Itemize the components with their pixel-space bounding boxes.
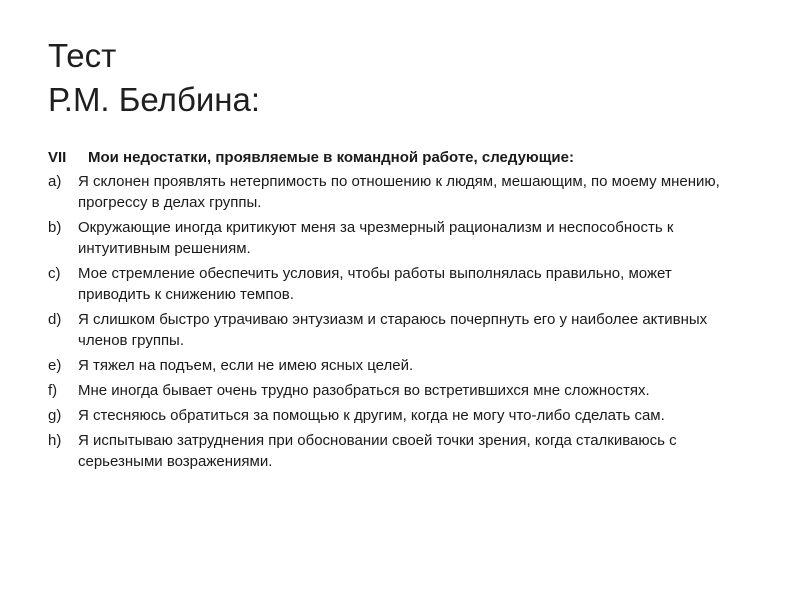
item-letter: b) [48,219,62,236]
section-number: VII [48,149,67,166]
item-letter: f) [48,382,58,399]
list-item [48,355,748,376]
item-text: Мое стремление обеспечить условия, чтобы работы выполнялась правильно, может приводить к снижению темпов. [78,265,672,303]
item-text: Мне иногда бывает очень трудно разобраться во встретившихся мне сложностях. [78,382,650,399]
title-line-1: Тест [48,37,117,74]
item-letter: d) [48,311,62,328]
section-heading: Мои недостатки, проявляемые в командной работе, следующие: [88,149,574,166]
item-text: Я склонен проявлять нетерпимость по отношению к людям, мешающим, по моему мнению, прогрессу в делах группы. [78,173,720,211]
item-text: Я испытываю затруднения при обосновании своей точки зрения, когда сталкиваюсь с серьезными возражениями. [78,432,677,470]
answer-list [48,171,748,472]
item-text: Я тяжел на подъем, если не имею ясных целей. [78,357,414,374]
list-item [48,309,748,351]
list-item [48,263,748,305]
list-item [48,380,748,401]
item-letter: c) [48,265,61,282]
section-header [48,148,748,168]
slide-title [48,34,260,122]
item-letter: a) [48,173,62,190]
list-item [48,430,748,472]
item-text: Я слишком быстро утрачиваю энтузиазм и стараюсь почерпнуть его у наиболее активных членов группы. [78,311,708,349]
list-item [48,171,748,213]
title-line-2: Р.М. Белбина: [48,81,261,118]
item-text: Окружающие иногда критикуют меня за чрезмерный рационализм и неспособность к интуитивным решениям. [78,219,674,257]
item-letter: g) [48,407,62,424]
item-letter: e) [48,357,62,374]
slide-content [48,148,748,476]
list-item [48,405,748,426]
item-letter: h) [48,432,62,449]
item-text: Я стесняюсь обратиться за помощью к другим, когда не могу что-либо сделать сам. [78,407,665,424]
list-item [48,217,748,259]
